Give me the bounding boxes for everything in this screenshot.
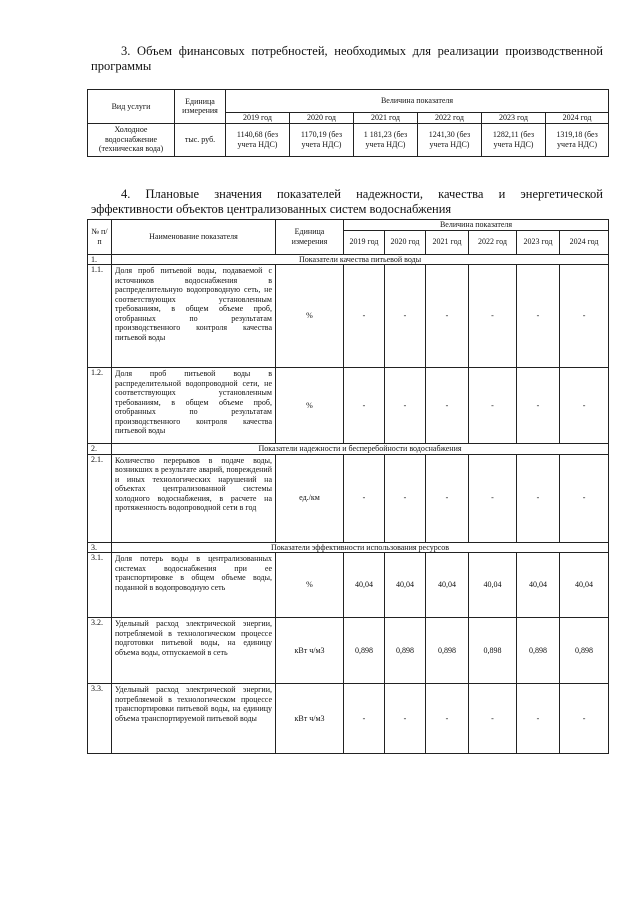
unit-cell: ед./км — [276, 454, 344, 542]
row-number: 1.1. — [88, 265, 112, 368]
col-service-header: Вид услуги — [88, 90, 175, 124]
year-header: 2021 год — [354, 113, 418, 124]
value-cell: 1140,68 (без учета НДС) — [226, 123, 290, 156]
col-unit-header: Единица измерения — [276, 220, 344, 255]
value-cell: - — [385, 454, 426, 542]
table-row — [88, 368, 609, 444]
table-row — [88, 123, 609, 156]
table-row — [88, 618, 609, 684]
col-value-header: Величина показателя — [226, 90, 609, 113]
value-cell: 0,898 — [560, 618, 609, 684]
year-header: 2019 год — [226, 113, 290, 124]
value-cell: - — [426, 684, 469, 754]
value-cell: 40,04 — [560, 553, 609, 618]
value-cell: 1 181,23 (без учета НДС) — [354, 123, 418, 156]
value-cell: 0,898 — [469, 618, 517, 684]
row-number: 3.3. — [88, 684, 112, 754]
indicator-name: Доля проб питьевой воды, подаваемой с источников водоснабжения в распределительную водопроводную сеть, не соответствующих установленным требованиям, в общем объеме проб, отобранных по результатам производственного контроля качества питьевой воды — [112, 265, 276, 368]
col-num-header: № п/п — [88, 220, 112, 255]
section-3-title-line1: 3. Объем финансовых потребностей, необходимых для реализации производственной — [121, 44, 603, 58]
value-cell: 1241,30 (без учета НДС) — [418, 123, 482, 156]
table-row — [88, 684, 609, 754]
year-header: 2023 год — [482, 113, 546, 124]
year-header: 2023 год — [517, 230, 560, 254]
section-title: Показатели надежности и бесперебойности водоснабжения — [112, 444, 609, 455]
value-cell: - — [344, 684, 385, 754]
unit-cell: кВт ч/м3 — [276, 618, 344, 684]
section-number: 1. — [88, 254, 112, 265]
value-cell: - — [517, 454, 560, 542]
indicator-name: Количество перерывов в подаче воды, возникших в результате аварий, повреждений и иных технологических нарушений на объектах централизованной системы холодного водоснабжения, в расчете на протяженность водопроводной сети в год — [112, 454, 276, 542]
value-cell: - — [344, 368, 385, 444]
section-3-heading — [91, 44, 603, 74]
row-number: 2.1. — [88, 454, 112, 542]
year-header: 2022 год — [469, 230, 517, 254]
value-cell: - — [560, 684, 609, 754]
value-cell: 40,04 — [426, 553, 469, 618]
value-cell: - — [426, 368, 469, 444]
unit-cell: кВт ч/м3 — [276, 684, 344, 754]
value-cell: 40,04 — [344, 553, 385, 618]
value-cell: - — [469, 684, 517, 754]
indicator-name: Удельный расход электрической энергии, потребляемой в технологическом процессе подготовки питьевой воды, на единицу объема воды, отпускаемой в сеть — [112, 618, 276, 684]
section-4-heading — [91, 187, 603, 217]
row-number: 1.2. — [88, 368, 112, 444]
unit-cell: тыс. руб. — [175, 123, 226, 156]
value-cell: - — [517, 265, 560, 368]
value-cell: 0,898 — [426, 618, 469, 684]
value-cell: - — [560, 265, 609, 368]
section-title: Показатели качества питьевой воды — [112, 254, 609, 265]
value-cell: 40,04 — [469, 553, 517, 618]
value-cell: - — [469, 265, 517, 368]
table-row — [88, 553, 609, 618]
value-cell: 0,898 — [385, 618, 426, 684]
unit-cell: % — [276, 553, 344, 618]
indicator-name: Доля проб питьевой воды в распределительной водопроводной сети, не соответствующих установленным требованиям, в общем объеме проб, отобранных по результатам производственного контроля качества питьевой воды — [112, 368, 276, 444]
section-4-title-line1: 4. Плановые значения показателей надежности, качества и энергетической — [121, 187, 603, 201]
value-cell: - — [385, 368, 426, 444]
value-cell: 1170,19 (без учета НДС) — [290, 123, 354, 156]
year-header: 2021 год — [426, 230, 469, 254]
service-name: Холодное водоснабжение (техническая вода) — [88, 123, 175, 156]
value-cell: 0,898 — [517, 618, 560, 684]
section-row — [88, 542, 609, 553]
indicator-name: Удельный расход электрической энергии, потребляемой в технологическом процессе транспортировки питьевой воды, на единицу объема транспортируемой питьевой воды — [112, 684, 276, 754]
value-cell: - — [344, 454, 385, 542]
year-header: 2022 год — [418, 113, 482, 124]
indicators-table — [87, 219, 609, 754]
section-number: 3. — [88, 542, 112, 553]
col-unit-header: Единица измерения — [175, 90, 226, 124]
table-row — [88, 454, 609, 542]
value-cell: - — [426, 454, 469, 542]
value-cell: 40,04 — [385, 553, 426, 618]
value-cell: - — [560, 368, 609, 444]
value-cell: - — [385, 684, 426, 754]
row-number: 3.2. — [88, 618, 112, 684]
value-cell: - — [560, 454, 609, 542]
value-cell: - — [517, 684, 560, 754]
section-title: Показатели эффективности использования ресурсов — [112, 542, 609, 553]
section-row — [88, 254, 609, 265]
unit-cell: % — [276, 368, 344, 444]
row-number: 3.1. — [88, 553, 112, 618]
col-value-header: Величина показателя — [344, 220, 609, 231]
value-cell: 40,04 — [517, 553, 560, 618]
year-header: 2024 год — [560, 230, 609, 254]
col-name-header: Наименование показателя — [112, 220, 276, 255]
value-cell: - — [469, 454, 517, 542]
value-cell: - — [385, 265, 426, 368]
year-header: 2024 год — [546, 113, 609, 124]
year-header: 2020 год — [385, 230, 426, 254]
value-cell: - — [469, 368, 517, 444]
section-3-title-line2: программы — [91, 59, 152, 73]
value-cell: 1282,11 (без учета НДС) — [482, 123, 546, 156]
year-header: 2020 год — [290, 113, 354, 124]
value-cell: - — [517, 368, 560, 444]
value-cell: - — [344, 265, 385, 368]
unit-cell: % — [276, 265, 344, 368]
table-row — [88, 265, 609, 368]
section-row — [88, 444, 609, 455]
section-4-title-line2: эффективности объектов централизованных систем водоснабжения — [91, 202, 452, 216]
value-cell: 0,898 — [344, 618, 385, 684]
value-cell: - — [426, 265, 469, 368]
value-cell: 1319,18 (без учета НДС) — [546, 123, 609, 156]
section-number: 2. — [88, 444, 112, 455]
indicator-name: Доля потерь воды в централизованных системах водоснабжения при ее транспортировке в общем объеме воды, поданной в водопроводную сеть — [112, 553, 276, 618]
financial-needs-table — [87, 89, 609, 157]
year-header: 2019 год — [344, 230, 385, 254]
